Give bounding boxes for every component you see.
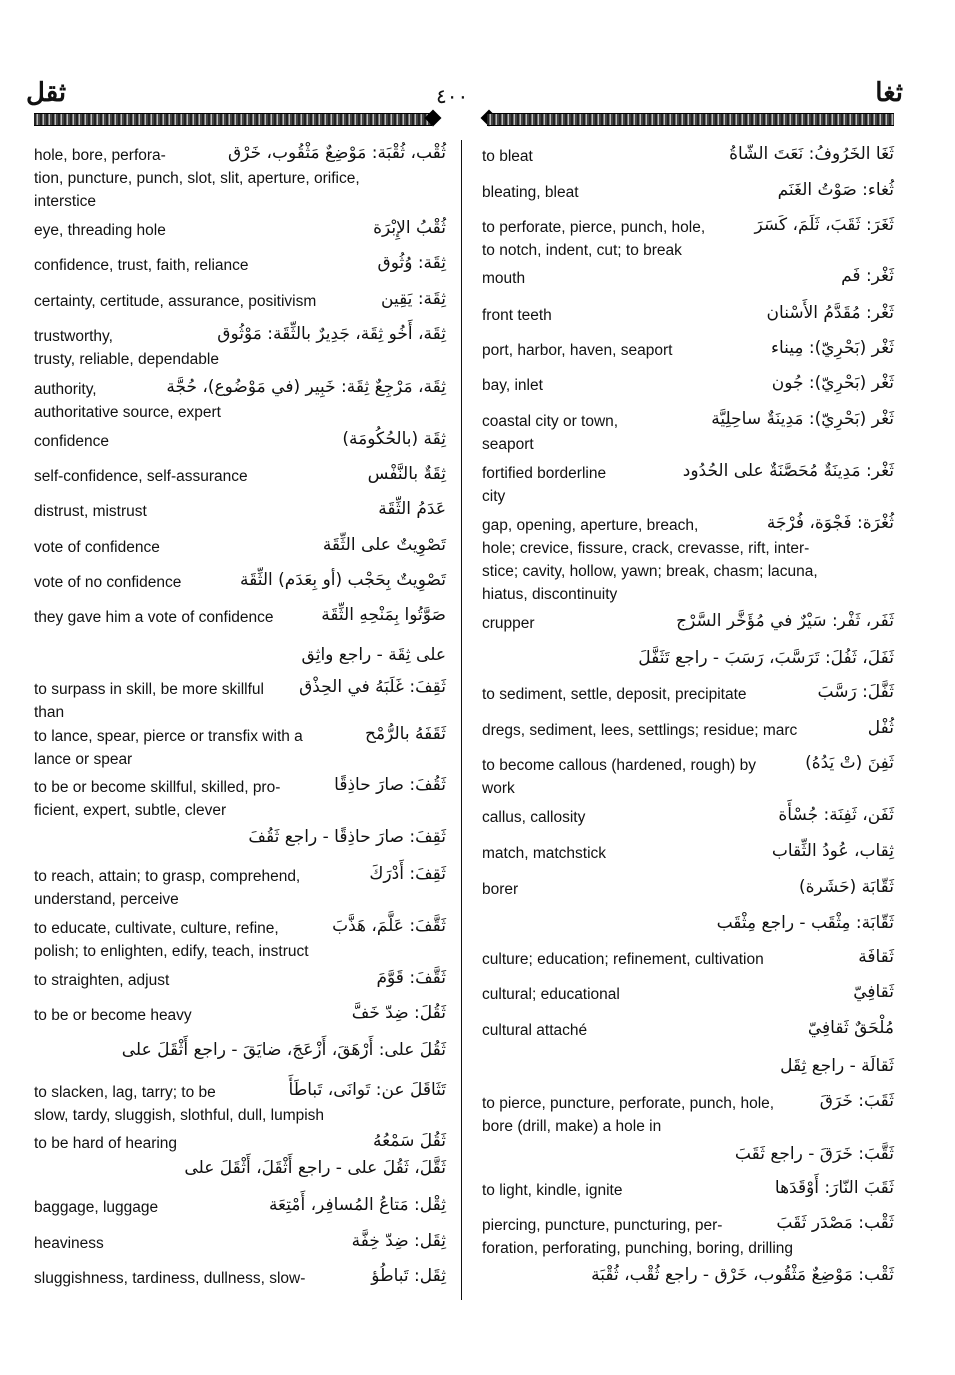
entry-english: distrust, mistrust bbox=[34, 503, 147, 520]
entry bbox=[482, 842, 894, 865]
entry bbox=[34, 500, 446, 523]
entry bbox=[482, 267, 894, 290]
entry-arabic: ثِقَة: يَقِين bbox=[377, 286, 446, 312]
entry-english: to educate, cultivate, culture, refine, bbox=[34, 920, 279, 937]
entry-arabic: ثُغاء: صَوْتُ الغَنَم bbox=[774, 177, 894, 203]
entry bbox=[482, 339, 894, 362]
entry-arabic: ثَغْر: مُقَدَّمُ الأَسْنان bbox=[763, 300, 894, 326]
entry-english-cont: hole; crevice, fissure, crack, crevasse, rift, inter- bbox=[482, 540, 810, 557]
entry-arabic: ثُقْبُ الإِبْرَة bbox=[369, 215, 446, 241]
cross-reference: ثَقَّلَ، ثَقُلَ على - راجع أَثْقَلَ، أَثْقَلَ على bbox=[184, 1158, 446, 1178]
header-guide-word-right: ثغا bbox=[875, 78, 903, 108]
entry bbox=[34, 219, 446, 242]
entry-arabic: ثَقِفَ: أَدْرَكَ bbox=[365, 861, 446, 887]
entry-english: to become callous (hardened, rough) by bbox=[482, 757, 756, 774]
entry-english: to bleat bbox=[482, 148, 533, 165]
entry bbox=[482, 514, 894, 606]
entry-english-cont: polish; to enlighten, edify, teach, instruct bbox=[34, 943, 309, 960]
entry-arabic: صَوَّتُوا بِمَنْحِهِ الثِّقَة bbox=[317, 602, 446, 628]
entry-english: to reach, attain; to grasp, comprehend, bbox=[34, 868, 301, 885]
entry-english: to perforate, pierce, punch, hole, bbox=[482, 219, 706, 236]
entry-english: gap, opening, aperture, breach, bbox=[482, 517, 699, 534]
entry-english-cont: bore (drill, make) a hole in bbox=[482, 1118, 662, 1135]
entry-english: to be or become heavy bbox=[34, 1007, 192, 1024]
entry-arabic: ثَغْر (بَحْرِيّ): مِيناء bbox=[767, 335, 894, 361]
entry-arabic: ثُقْب، ثُقْبَة: مَوْضِعٌ مَثْقُوب، خَرْق bbox=[224, 140, 446, 166]
entry-english: front teeth bbox=[482, 307, 552, 324]
entry bbox=[34, 378, 446, 424]
entry bbox=[482, 145, 894, 168]
entry bbox=[482, 410, 894, 456]
entry-english-cont: understand, perceive bbox=[34, 891, 179, 908]
entry-english: crupper bbox=[482, 615, 535, 632]
entry bbox=[482, 612, 894, 635]
cross-reference: ثَفَلَ، ثَفُلَ: تَرَسَّبَ، رَسَبَ - راجع تَثَفَّلَ bbox=[638, 648, 894, 668]
entry-arabic: ثَغْر: فَم bbox=[837, 263, 894, 289]
entry-english: cultural; educational bbox=[482, 986, 620, 1003]
entry bbox=[34, 1132, 446, 1155]
entry bbox=[34, 325, 446, 371]
entry-arabic: ثَقَّفَ: عَلَّمَ، هَذَّبَ bbox=[328, 913, 446, 939]
entry bbox=[34, 465, 446, 488]
entry-english: cultural attaché bbox=[482, 1022, 588, 1039]
entry-english-cont: city bbox=[482, 488, 506, 505]
entry-arabic: تَصْوِيتٌ بِحَجْب (أو بِعَدَم) الثِّقَة bbox=[236, 567, 446, 593]
entry bbox=[482, 216, 894, 262]
entry bbox=[34, 917, 446, 963]
entry bbox=[482, 683, 894, 706]
cross-reference: ثَقالَة - راجع ثِقَل bbox=[780, 1056, 894, 1076]
entry-arabic: ثِقَة (بالحُكُومَة) bbox=[338, 426, 446, 452]
entry-arabic: تَصْوِيتٌ على الثِّقَة bbox=[319, 532, 446, 558]
entry bbox=[34, 430, 446, 453]
entry-arabic: ثَفَّلَ: رَسَّبَ bbox=[814, 679, 894, 705]
entry bbox=[34, 1004, 446, 1027]
entry-english-cont: interstice bbox=[34, 193, 97, 210]
entry-arabic: مُلْحَقٌ ثَقافِيّ bbox=[804, 1015, 894, 1041]
entry-arabic: ثِقَة: وُثُوق bbox=[374, 250, 447, 276]
entry bbox=[482, 304, 894, 327]
entry-arabic: ثَقَبَ النّارَ: أَوْقَدَها bbox=[771, 1175, 894, 1201]
cross-reference: ثَقّابَة: مِثْقَب - راجع مِثْقَب bbox=[716, 913, 894, 933]
entry-arabic: عَدَمُ الثِّقَة bbox=[374, 496, 446, 522]
entry bbox=[482, 462, 894, 508]
entry-english: callus, callosity bbox=[482, 809, 586, 826]
entry-arabic: ثَقُلَ: ضِدّ خَفَّ bbox=[348, 1000, 446, 1026]
entry-english: confidence, trust, faith, reliance bbox=[34, 257, 249, 274]
entry-english: confidence bbox=[34, 433, 109, 450]
entry-english-cont: lance or spear bbox=[34, 751, 133, 768]
entry-arabic: ثِقَةٌ بالنَّفْس bbox=[364, 461, 446, 487]
entry-arabic: ثَقَفَهُ بالرُّمْح bbox=[361, 721, 446, 747]
entry-english: heaviness bbox=[34, 1235, 104, 1252]
entry bbox=[34, 536, 446, 559]
header-rule-right bbox=[487, 113, 894, 126]
entry bbox=[482, 878, 894, 901]
page-number: ٤٠٠ bbox=[436, 84, 469, 108]
entry bbox=[34, 1081, 446, 1127]
entry-english: fortified borderline bbox=[482, 465, 607, 482]
entry-english-cont: ficient, expert, subtle, clever bbox=[34, 802, 227, 819]
entry-arabic: ثَغْر: مَدِينَةٌ مُحَصَّنَةٌ على الحُدُود bbox=[679, 458, 894, 484]
entry bbox=[482, 806, 894, 829]
entry-english: bleating, bleat bbox=[482, 184, 579, 201]
entry-english: they gave him a vote of confidence bbox=[34, 609, 274, 626]
entry-english-cont: authoritative source, expert bbox=[34, 404, 221, 421]
entry-english: to slacken, lag, tarry; to be bbox=[34, 1084, 216, 1101]
entry-english-cont: hiatus, discontinuity bbox=[482, 586, 618, 603]
entry-english: dregs, sediment, lees, settlings; residue; marc bbox=[482, 722, 798, 739]
entry bbox=[482, 374, 894, 397]
entry-english: to be hard of hearing bbox=[34, 1135, 178, 1152]
entry-english: trustworthy, bbox=[34, 328, 113, 345]
entry bbox=[482, 1092, 894, 1138]
entry-arabic: ثُغْرَة: فَجْوَة، فُرْجَة bbox=[763, 510, 894, 536]
entry-english-cont: work bbox=[482, 780, 515, 797]
entry bbox=[34, 606, 446, 629]
entry-arabic: ثَقافِيّ bbox=[849, 979, 894, 1005]
entry bbox=[34, 725, 446, 771]
entry-english: sluggishness, tardiness, dullness, slow- bbox=[34, 1270, 306, 1287]
entry bbox=[34, 254, 446, 277]
entry-english-cont: tion, puncture, punch, slot, slit, aperture, orifice, bbox=[34, 170, 360, 187]
header-guide-word-left: ثقل bbox=[26, 78, 67, 108]
entry-arabic: ثَقّابَة (حَشَرة) bbox=[795, 874, 894, 900]
entry-arabic: ثَقِفَ: غَلَبَهُ في الحِذْق bbox=[295, 674, 446, 700]
entry-english: to lance, spear, pierce or transfix with a bbox=[34, 728, 303, 745]
entry-english-cont: seaport bbox=[482, 436, 534, 453]
entry bbox=[34, 1232, 446, 1255]
entry-english: to be or become skillful, skilled, pro- bbox=[34, 779, 281, 796]
cross-reference: ثَقُلَ على: أَرْهَقَ، أَزْعَجَ، ضايَقَ - راجع أَثْقَلَ على bbox=[121, 1040, 446, 1060]
entry bbox=[34, 1196, 446, 1219]
entry bbox=[34, 290, 446, 313]
entry-english: to sediment, settle, deposit, precipitate bbox=[482, 686, 747, 703]
entry bbox=[482, 1214, 894, 1260]
entry-english-cont: than bbox=[34, 704, 65, 721]
entry-english: match, matchstick bbox=[482, 845, 607, 862]
entry-arabic: ثِقَل: تَباطُؤ bbox=[367, 1263, 446, 1289]
entry-english: mouth bbox=[482, 270, 526, 287]
entry-arabic: ثَفَر، ثَفْر: سَيْرٌ في مُؤَخَّر السَّرْج bbox=[672, 608, 894, 634]
entry-arabic: ثَقْب: مَصْدَر ثَقَبَ bbox=[772, 1210, 894, 1236]
entry-english: baggage, luggage bbox=[34, 1199, 159, 1216]
entry-english-cont: stice; cavity, hollow, yawn; break, chasm; lacuna, bbox=[482, 563, 818, 580]
entry-english: borer bbox=[482, 881, 519, 898]
entry bbox=[34, 144, 446, 213]
entry bbox=[34, 1267, 446, 1290]
entry-english-cont: trusty, reliable, dependable bbox=[34, 351, 219, 368]
entry-english-cont: to notch, indent, cut; to break bbox=[482, 242, 682, 259]
entry-arabic: تَثَاقَلَ عن: تَوانَى، تَباطَأَ bbox=[285, 1077, 446, 1103]
entry-english: piercing, puncture, puncturing, per- bbox=[482, 1217, 723, 1234]
header-rule-left bbox=[34, 113, 432, 126]
entry-arabic: ثَقُفَ: صارَ حاذِقًا bbox=[330, 772, 446, 798]
entry-arabic: ثَغْر (بَحْرِيّ): مَدِينَةٌ ساحِلِيَّة bbox=[707, 406, 894, 432]
entry bbox=[482, 983, 894, 1006]
entry-english: vote of confidence bbox=[34, 539, 160, 556]
entry-english: port, harbor, haven, seaport bbox=[482, 342, 673, 359]
entry bbox=[34, 678, 446, 724]
entry bbox=[34, 865, 446, 911]
entry-english: bay, inlet bbox=[482, 377, 543, 394]
entry-arabic: ثَقَّفَ: قَوَّمَ bbox=[373, 965, 447, 991]
entry-arabic: ثَقُلَ سَمْعُهُ bbox=[369, 1128, 446, 1154]
entry-english: self-confidence, self-assurance bbox=[34, 468, 248, 485]
cross-reference: ثَقَّبَ: خَرَقَ - راجع ثَقَبَ bbox=[734, 1144, 894, 1164]
entry-arabic: ثَقافَة bbox=[854, 944, 894, 970]
entry bbox=[482, 948, 894, 971]
entry bbox=[34, 571, 446, 594]
entry-english: to pierce, puncture, perforate, punch, hole, bbox=[482, 1095, 775, 1112]
entry-english: eye, threading hole bbox=[34, 222, 166, 239]
cross-reference: ثَقِفَ: صارَ حاذِقًا - راجع ثَقُفَ bbox=[248, 827, 446, 847]
entry-arabic: ثَغَا الخَرُوفُ: نَعَتَ الشّاةُ bbox=[725, 141, 894, 167]
entry-arabic: ثَفِنَ (تْ يَدُهُ) bbox=[801, 750, 894, 776]
cross-reference: ثَقْب: مَوْضِعٌ مَثْقُوب، خَرْق - راجع ثُقْب، ثُقْبَة bbox=[591, 1265, 894, 1285]
entry-arabic: ثِقاب، عُودُ الثِّقاب bbox=[768, 838, 894, 864]
entry-arabic: ثَفَن، ثَفِنَة: جُسْأَة bbox=[774, 802, 894, 828]
cross-reference: على ثِقَة - راجع واثِق bbox=[301, 645, 446, 665]
column-divider bbox=[461, 140, 462, 1300]
entry-arabic: ثَقَبَ: خَرَقَ bbox=[816, 1088, 894, 1114]
entry-arabic: ثَغْر (بَحْرِيّ): جُون bbox=[768, 370, 894, 396]
entry-english: culture; education; refinement, cultivation bbox=[482, 951, 764, 968]
entry-english-cont: foration, perforating, punching, boring, drilling bbox=[482, 1240, 794, 1257]
entry-english: coastal city or town, bbox=[482, 413, 619, 430]
entry-english: hole, bore, perfora- bbox=[34, 147, 166, 164]
entry-english: authority, bbox=[34, 381, 97, 398]
entry bbox=[482, 181, 894, 204]
entry-arabic: ثِقَة، أَخُو ثِقَة، جَدِيرٌ بالثِّقَة: مَوْثُوق bbox=[213, 321, 446, 347]
entry-english: vote of no confidence bbox=[34, 574, 182, 591]
entry bbox=[482, 1179, 894, 1202]
entry bbox=[482, 719, 894, 742]
entry-english: certainty, certitude, assurance, positivism bbox=[34, 293, 317, 310]
entry-english: to surpass in skill, be more skillful bbox=[34, 681, 264, 698]
entry-arabic: ثِقْل: مَتاعُ المُسافِر، أَمْتِعَة bbox=[265, 1192, 446, 1218]
entry-arabic: ثِقَة، مَرْجِعٌ ثِقَة: خَبِير (في مَوْضُوع)، حُجَّة bbox=[162, 374, 446, 400]
entry-arabic: ثِقَل: ضِدّ خِفَّة bbox=[348, 1228, 446, 1254]
entry bbox=[482, 754, 894, 800]
entry-arabic: ثَغَرَ: ثَقَبَ، ثَلَمَ، كَسَرَ bbox=[750, 212, 894, 238]
entry bbox=[34, 776, 446, 822]
entry-english-cont: slow, tardy, sluggish, slothful, dull, lumpish bbox=[34, 1107, 325, 1124]
entry-english: to straighten, adjust bbox=[34, 972, 170, 989]
entry bbox=[482, 1019, 894, 1042]
entry-arabic: ثُفْل bbox=[864, 715, 894, 741]
entry-english: to light, kindle, ignite bbox=[482, 1182, 623, 1199]
entry bbox=[34, 969, 446, 992]
